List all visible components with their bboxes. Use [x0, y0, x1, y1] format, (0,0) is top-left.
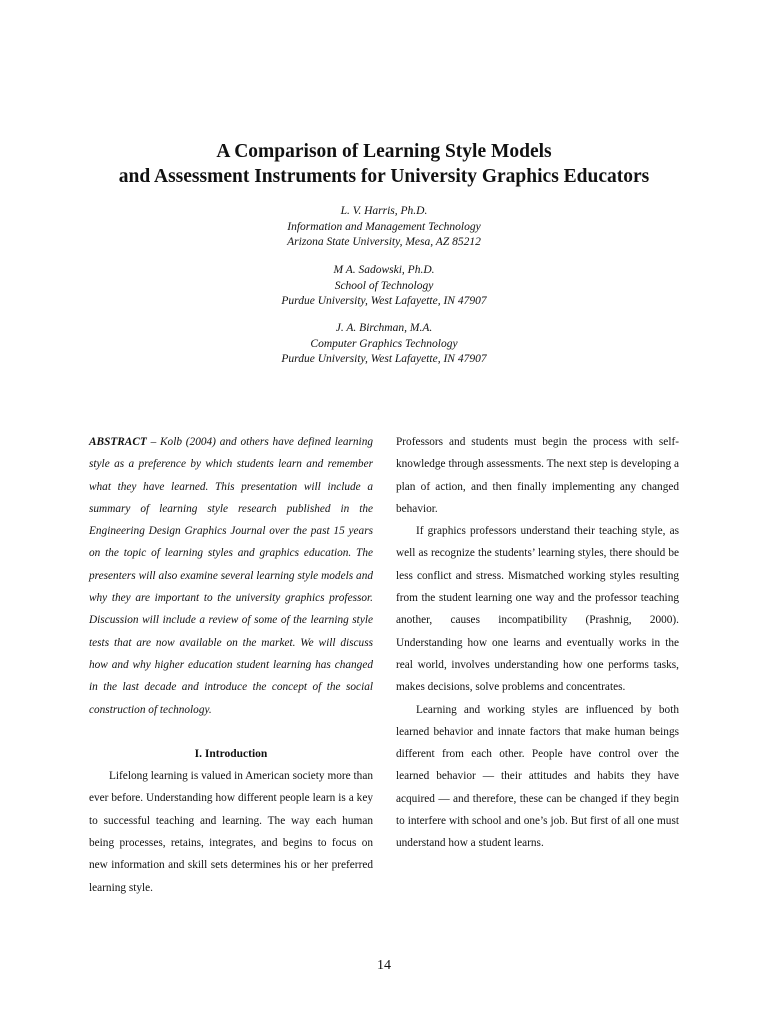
author-affiliation: Purdue University, West Lafayette, IN 47907	[281, 353, 487, 365]
left-column	[89, 431, 373, 899]
abstract-text: – Kolb (2004) and others have defined learning style as a preference by which students learn and remember what they have learned. This presentation will include a summary of learning style research published in the Engineering Design Graphics Journal over the past 15 years on the topic of learning styles and graphics education. The presenters will also examine several learning style models and why they are important to the university graphics professor. Discussion will include a review of some of the learning style tests that are now available on the market. We will discuss how and why higher education student learning has changed in the last decade and introduce the concept of the social construction of technology.	[89, 436, 373, 716]
author-name: J. A. Birchman, M.A.	[335, 322, 433, 334]
paper-title	[0, 139, 768, 189]
right-paragraph-3: Learning and working styles are influenced by both learned behavior and innate factors that make human beings different from each other. People have control over the learned behavior — their attitudes and habits they have acquired — and therefore, these can be changed if they begin to interfere with school and one’s job. But first of all one must understand how a student learns.	[396, 703, 679, 850]
author-block-1	[0, 204, 768, 251]
author-affiliation: Purdue University, West Lafayette, IN 47907	[281, 295, 487, 307]
author-block-3	[0, 321, 768, 368]
title-line-1: A Comparison of Learning Style Models	[216, 141, 552, 162]
section-heading-introduction: I. Introduction	[194, 747, 268, 760]
intro-paragraph-1: Lifelong learning is valued in American society more than ever before. Understanding how different people learn is a key to successful teaching and learning. The way each human being processes, retains, integrates, and begins to focus on new information and skill sets determines his or her preferred learning style.	[89, 770, 373, 894]
abstract	[89, 431, 373, 721]
right-paragraph-1: Professors and students must begin the process with self-knowledge through assessments. The next step is developing a plan of action, and then finally implementing any changed behavior.	[396, 436, 679, 515]
author-department: Computer Graphics Technology	[310, 337, 458, 350]
author-department: School of Technology	[334, 279, 434, 292]
author-department: Information and Management Technology	[287, 220, 481, 233]
right-column	[396, 431, 679, 855]
author-affiliation: Arizona State University, Mesa, AZ 85212	[287, 236, 481, 248]
right-paragraph-2: If graphics professors understand their teaching style, as well as recognize the students’ learning styles, there should be less conflict and stress. Mismatched working styles resulting from the student learning one way and the professor teaching another, causes incompatibility (Prashnig, 2000). Understanding how one learns and eventually works in the real world, involves understanding how one performs tasks, makes decisions, solve problems and concentrates.	[396, 525, 679, 694]
title-line-2: and Assessment Instruments for University Graphics Educators	[118, 166, 650, 187]
author-name: M A. Sadowski, Ph.D.	[333, 264, 435, 276]
abstract-label: ABSTRACT	[89, 436, 147, 448]
author-block-2	[0, 263, 768, 310]
page-number: 14	[377, 958, 391, 973]
author-name: L. V. Harris, Ph.D.	[340, 205, 428, 217]
